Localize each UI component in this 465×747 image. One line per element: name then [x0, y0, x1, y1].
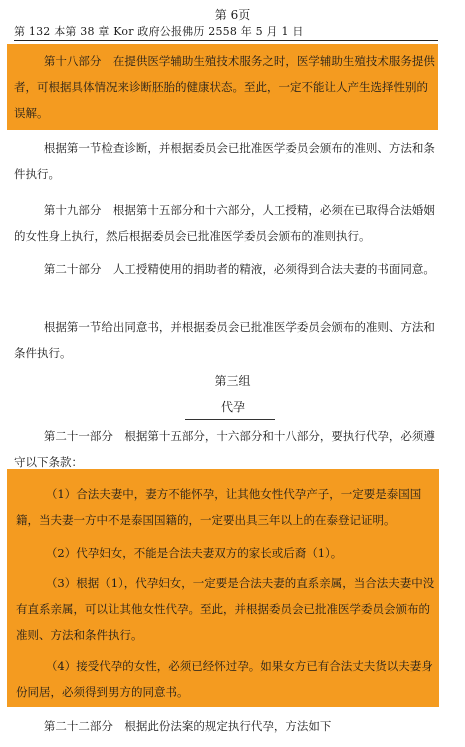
page-number: 第 6页 [214, 8, 251, 22]
subtitle-underline [185, 419, 275, 420]
section-20-clause-paragraph: 根据第一节给出同意书，并根据委员会已批准医学委员会颁布的准则、方法和条件执行。 [14, 320, 435, 360]
section-18-clause-paragraph: 根据第一节检查诊断，并根据委员会已批准医学委员会颁布的准则、方法和条件执行。 [14, 141, 435, 181]
group-title: 第三组 [214, 374, 251, 388]
section-18-paragraph: 第十八部分 在提供医学辅助生殖技术服务之时，医学辅助生殖技术服务提供者，可根据具体情况来诊断胚胎的健康状态。至此，一定不能让人产生选择性别的误解。 [14, 54, 435, 120]
gazette-citation: 第 132 本第 38 章 Kor 政府公报佛历 2558 年 5 月 1 日 [14, 25, 304, 38]
section-22-paragraph: 第二十二部分 根据此份法案的规定执行代孕，方法如下 [43, 719, 332, 733]
page-header [0, 0, 465, 42]
condition-3: （3）根据（1），代孕妇女，一定要是合法夫妻的直系亲属，当合法夫妻中没有直系亲属，可以让其他女性代孕。至此，并根据委员会已批准医学委员会颁布的准则、方法和条件执行。 [16, 576, 435, 642]
section-20-paragraph: 第二十部分 人工授精使用的捐助者的精液，必须得到合法夫妻的书面同意。 [43, 262, 435, 276]
section-19-paragraph: 第十九部分 根据第十五部分和十六部分，人工授精，必须在已取得合法婚姻的女性身上执行，然后根据委员会已批准医学委员会颁布的准则执行。 [14, 203, 435, 243]
condition-1: （1）合法夫妻中，妻方不能怀孕，让其他女性代孕产子，一定要是泰国国籍，当夫妻一方中不是泰国国籍的，一定要出具三年以上的在泰登记证明。 [16, 487, 422, 527]
section-21-paragraph: 第二十一部分 根据第十五部分，十六部分和十八部分，要执行代孕，必须遵守以下条款： [14, 429, 435, 469]
condition-4: （4）接受代孕的女性，必须已经怀过孕。如果女方已有合法丈夫货以夫妻身份同居，必须得到男方的同意书。 [16, 659, 433, 699]
group-subtitle: 代孕 [220, 400, 245, 414]
condition-2: （2）代孕妇女，不能是合法夫妻双方的家长或后裔（1）。 [45, 546, 343, 560]
header-rule [14, 40, 438, 41]
